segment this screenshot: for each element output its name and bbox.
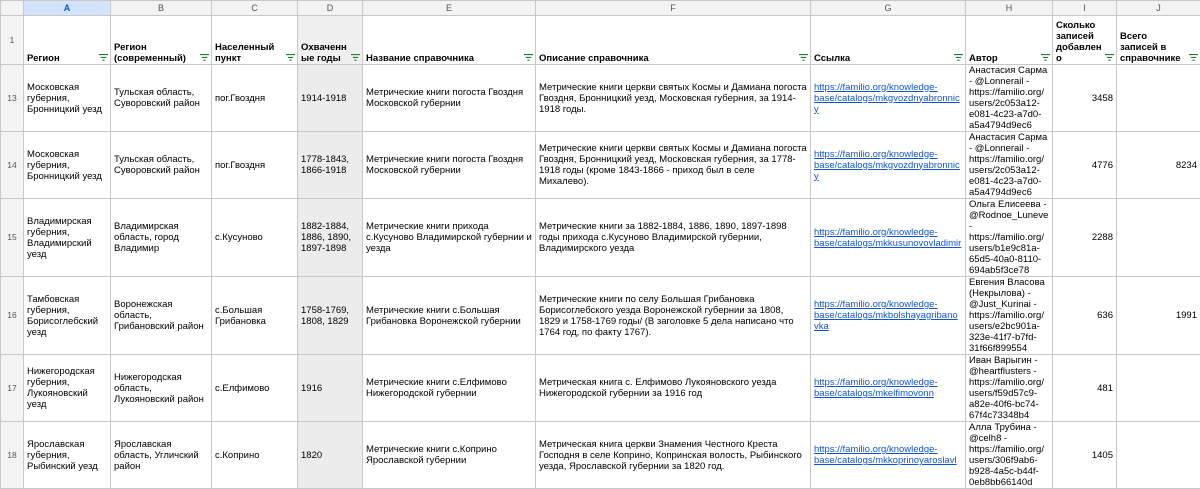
table-row — [1, 277, 1200, 355]
table-row — [1, 132, 1200, 199]
catalog-description-cell[interactable]: Метрические книги по селу Большая Грибановка Борисоглебского уезда Воронежской губернии за 1808, 1829 и 1758-1769 годы/ (В заголовке 5 дела написано что 1764 год, по факту 1767). — [536, 277, 811, 355]
years-cell[interactable]: 1820 — [298, 422, 363, 489]
catalog-description-cell[interactable]: Метрическая книга церкви Знамения Честного Креста Господня в селе Коприно, Копринская волость, Рыбинского уезда, Ярославской губернии за 1820 год. — [536, 422, 811, 489]
records-added-cell[interactable]: 636 — [1053, 277, 1117, 355]
row-number[interactable]: 17 — [1, 355, 24, 422]
column-letter-d[interactable]: D — [298, 1, 363, 16]
records-added-cell[interactable]: 3458 — [1053, 65, 1117, 132]
catalog-description-cell[interactable]: Метрическая книга с. Елфимово Лукояновского уезда Нижегородской губернии за 1916 год — [536, 355, 811, 422]
catalog-title-cell[interactable]: Метрические книги с.Елфимово Нижегородской губернии — [363, 355, 536, 422]
region-cell[interactable]: Тамбовская губерния, Борисоглебский уезд — [24, 277, 111, 355]
years-cell[interactable]: 1778-1843, 1866-1918 — [298, 132, 363, 199]
link-cell[interactable] — [811, 422, 966, 489]
modern-region-cell[interactable]: Тульская область, Суворовский район — [111, 132, 212, 199]
column-letter-j[interactable]: J — [1117, 1, 1200, 16]
modern-region-cell[interactable]: Воронежская область, Грибановский район — [111, 277, 212, 355]
author-cell[interactable]: Ольга Елисеева - @Rodnoe_Luneve - https://familio.org/users/b1e9c81a-65d5-40a0-8110-694ab5f3ce78 — [966, 199, 1053, 277]
header-label: Регион (современный) — [114, 42, 186, 64]
header-cell[interactable] — [212, 16, 298, 65]
header-label: Всего записей в справочнике — [1120, 31, 1181, 64]
region-cell[interactable]: Ярославская губерния, Рыбинский уезд — [24, 422, 111, 489]
row-number[interactable]: 15 — [1, 199, 24, 277]
catalog-title-cell[interactable]: Метрические книги с.Большая Грибановка Воронежской губернии — [363, 277, 536, 355]
records-added-cell[interactable]: 4776 — [1053, 132, 1117, 199]
filter-icon[interactable] — [799, 54, 808, 61]
select-all-corner[interactable] — [1, 1, 24, 16]
column-letter-f[interactable]: F — [536, 1, 811, 16]
header-label: Населенный пункт — [215, 42, 274, 64]
records-total-cell[interactable] — [1117, 65, 1200, 132]
modern-region-cell[interactable]: Нижегородская область, Лукояновский район — [111, 355, 212, 422]
header-label: Автор — [969, 53, 998, 64]
catalog-description-cell[interactable]: Метрические книги церкви святых Космы и Дамиана погоста Гвоздня, Бронницкий уезд, Московская губерния, за 1914-1918 годы. — [536, 65, 811, 132]
author-cell[interactable]: Евгения Власова (Некрылова) - @Just_Kurinai - https://familio.org/users/e2bc901a-323e-41f7-b7fd-31f66f899554 — [966, 277, 1053, 355]
region-cell[interactable]: Московская губерния, Бронницкий уезд — [24, 132, 111, 199]
header-label: Охваченные годы — [301, 42, 347, 64]
modern-region-cell[interactable]: Владимирская область, город Владимир — [111, 199, 212, 277]
table-row — [1, 422, 1200, 489]
years-cell[interactable]: 1882-1884, 1886, 1890, 1897-1898 — [298, 199, 363, 277]
column-letter-e[interactable]: E — [363, 1, 536, 16]
settlement-cell[interactable]: с.Большая Грибановка — [212, 277, 298, 355]
catalog-title-cell[interactable]: Метрические книги с.Коприно Ярославской губернии — [363, 422, 536, 489]
catalog-link[interactable]: https://familio.org/knowledge-base/catalogs/mkbolshayagribanovka — [814, 299, 958, 332]
catalog-link[interactable]: https://familio.org/knowledge-base/catalogs/mkgvozdnyabronnicy — [814, 149, 960, 182]
catalog-title-cell[interactable]: Метрические книги погоста Гвоздня Московской губернии — [363, 132, 536, 199]
catalog-description-cell[interactable]: Метрические книги за 1882-1884, 1886, 1890, 1897-1898 годы прихода с.Кусуново Владимирской губернии, Владимирского уезда — [536, 199, 811, 277]
catalog-link[interactable]: https://familio.org/knowledge-base/catalogs/mkgvozdnyabronnicy — [814, 82, 960, 115]
filter-icon[interactable] — [524, 54, 533, 61]
header-cell[interactable] — [24, 16, 111, 65]
catalog-description-cell[interactable]: Метрические книги церкви святых Космы и Дамиана погоста Гвоздня, Бронницкий уезд, Московская губерния, за 1778-1918 годы (кроме 1843-1866 - приход был в селе Михалево). — [536, 132, 811, 199]
region-cell[interactable]: Московская губерния, Бронницкий уезд — [24, 65, 111, 132]
header-cell[interactable] — [966, 16, 1053, 65]
author-cell[interactable]: Анастасия Сарма - @Lonnerail - https://familio.org/users/2c053a12-e081-4c23-a7d0-a5a4794d9ec6 — [966, 65, 1053, 132]
catalog-link[interactable]: https://familio.org/knowledge-base/catalogs/mkkusunovovladimir — [814, 227, 961, 249]
header-label: Ссылка — [814, 53, 850, 64]
header-cell[interactable] — [536, 16, 811, 65]
catalog-title-cell[interactable]: Метрические книги прихода с.Кусуново Владимирской губернии и уезда — [363, 199, 536, 277]
records-total-cell[interactable]: 1991 — [1117, 277, 1200, 355]
author-cell[interactable]: Анастасия Сарма - @Lonnerail - https://familio.org/users/2c053a12-e081-4c23-a7d0-a5a4794d9ec6 — [966, 132, 1053, 199]
settlement-cell[interactable]: пог.Гвоздня — [212, 132, 298, 199]
records-added-cell[interactable]: 481 — [1053, 355, 1117, 422]
column-letter-i[interactable]: I — [1053, 1, 1117, 16]
filter-icon[interactable] — [1041, 54, 1050, 61]
link-cell[interactable] — [811, 132, 966, 199]
records-total-cell[interactable] — [1117, 422, 1200, 489]
row-number[interactable]: 1 — [1, 16, 24, 65]
catalog-title-cell[interactable]: Метрические книги погоста Гвоздня Московской губернии — [363, 65, 536, 132]
author-cell[interactable]: Алла Трубина - @celh8 - https://familio.org/users/306f9ab6-b928-4a5c-b44f-0eb8bb66140d — [966, 422, 1053, 489]
link-cell[interactable] — [811, 65, 966, 132]
filter-icon[interactable] — [99, 54, 108, 61]
filter-icon[interactable] — [200, 54, 209, 61]
region-cell[interactable]: Владимирская губерния, Владимирский уезд — [24, 199, 111, 277]
column-header-row — [1, 1, 1200, 16]
records-added-cell[interactable]: 2288 — [1053, 199, 1117, 277]
header-cell[interactable] — [811, 16, 966, 65]
column-letter-h[interactable]: H — [966, 1, 1053, 16]
records-added-cell[interactable]: 1405 — [1053, 422, 1117, 489]
table-header-row — [1, 16, 1200, 65]
table-row — [1, 65, 1200, 132]
column-letter-c[interactable]: C — [212, 1, 298, 16]
header-label: Регион — [27, 53, 60, 64]
table-row — [1, 355, 1200, 422]
catalog-link[interactable]: https://familio.org/knowledge-base/catalogs/mkelfimovonn — [814, 377, 938, 399]
link-cell[interactable] — [811, 355, 966, 422]
region-cell[interactable]: Нижегородская губерния, Лукояновский уезд — [24, 355, 111, 422]
filter-icon[interactable] — [1189, 54, 1198, 61]
row-number[interactable]: 18 — [1, 422, 24, 489]
years-cell[interactable]: 1914-1918 — [298, 65, 363, 132]
header-cell[interactable] — [1117, 16, 1200, 65]
modern-region-cell[interactable]: Тульская область, Суворовский район — [111, 65, 212, 132]
filter-icon[interactable] — [286, 54, 295, 61]
filter-icon[interactable] — [351, 54, 360, 61]
row-number[interactable]: 14 — [1, 132, 24, 199]
header-label: Название справочника — [366, 53, 474, 64]
header-cell[interactable] — [363, 16, 536, 65]
column-letter-a[interactable]: A — [24, 1, 111, 16]
link-cell[interactable] — [811, 277, 966, 355]
header-label: Описание справочника — [539, 53, 649, 64]
row-number[interactable]: 16 — [1, 277, 24, 355]
author-cell[interactable]: Иван Варыгин - @heartflusters - https://familio.org/users/f59d57c9-a82e-40f6-bc74-67f4c73348b4 — [966, 355, 1053, 422]
row-number[interactable]: 13 — [1, 65, 24, 132]
years-cell[interactable]: 1758-1769, 1808, 1829 — [298, 277, 363, 355]
table-row — [1, 199, 1200, 277]
filter-icon[interactable] — [1105, 54, 1114, 61]
header-cell[interactable] — [1053, 16, 1117, 65]
settlement-cell[interactable]: с.Елфимово — [212, 355, 298, 422]
settlement-cell[interactable]: пог.Гвоздня — [212, 65, 298, 132]
settlement-cell[interactable]: с.Коприно — [212, 422, 298, 489]
column-letter-g[interactable]: G — [811, 1, 966, 16]
years-cell[interactable]: 1916 — [298, 355, 363, 422]
header-cell[interactable] — [111, 16, 212, 65]
filter-icon[interactable] — [954, 54, 963, 61]
header-cell[interactable] — [298, 16, 363, 65]
catalog-link[interactable]: https://familio.org/knowledge-base/catalogs/mkkoprinoyaroslavl — [814, 444, 957, 466]
records-total-cell[interactable] — [1117, 355, 1200, 422]
link-cell[interactable] — [811, 199, 966, 277]
records-total-cell[interactable]: 8234 — [1117, 132, 1200, 199]
column-letter-b[interactable]: B — [111, 1, 212, 16]
modern-region-cell[interactable]: Ярославская область, Угличский район — [111, 422, 212, 489]
header-label: Сколько записей добавлено — [1056, 20, 1102, 64]
records-total-cell[interactable] — [1117, 199, 1200, 277]
settlement-cell[interactable]: с.Кусуново — [212, 199, 298, 277]
